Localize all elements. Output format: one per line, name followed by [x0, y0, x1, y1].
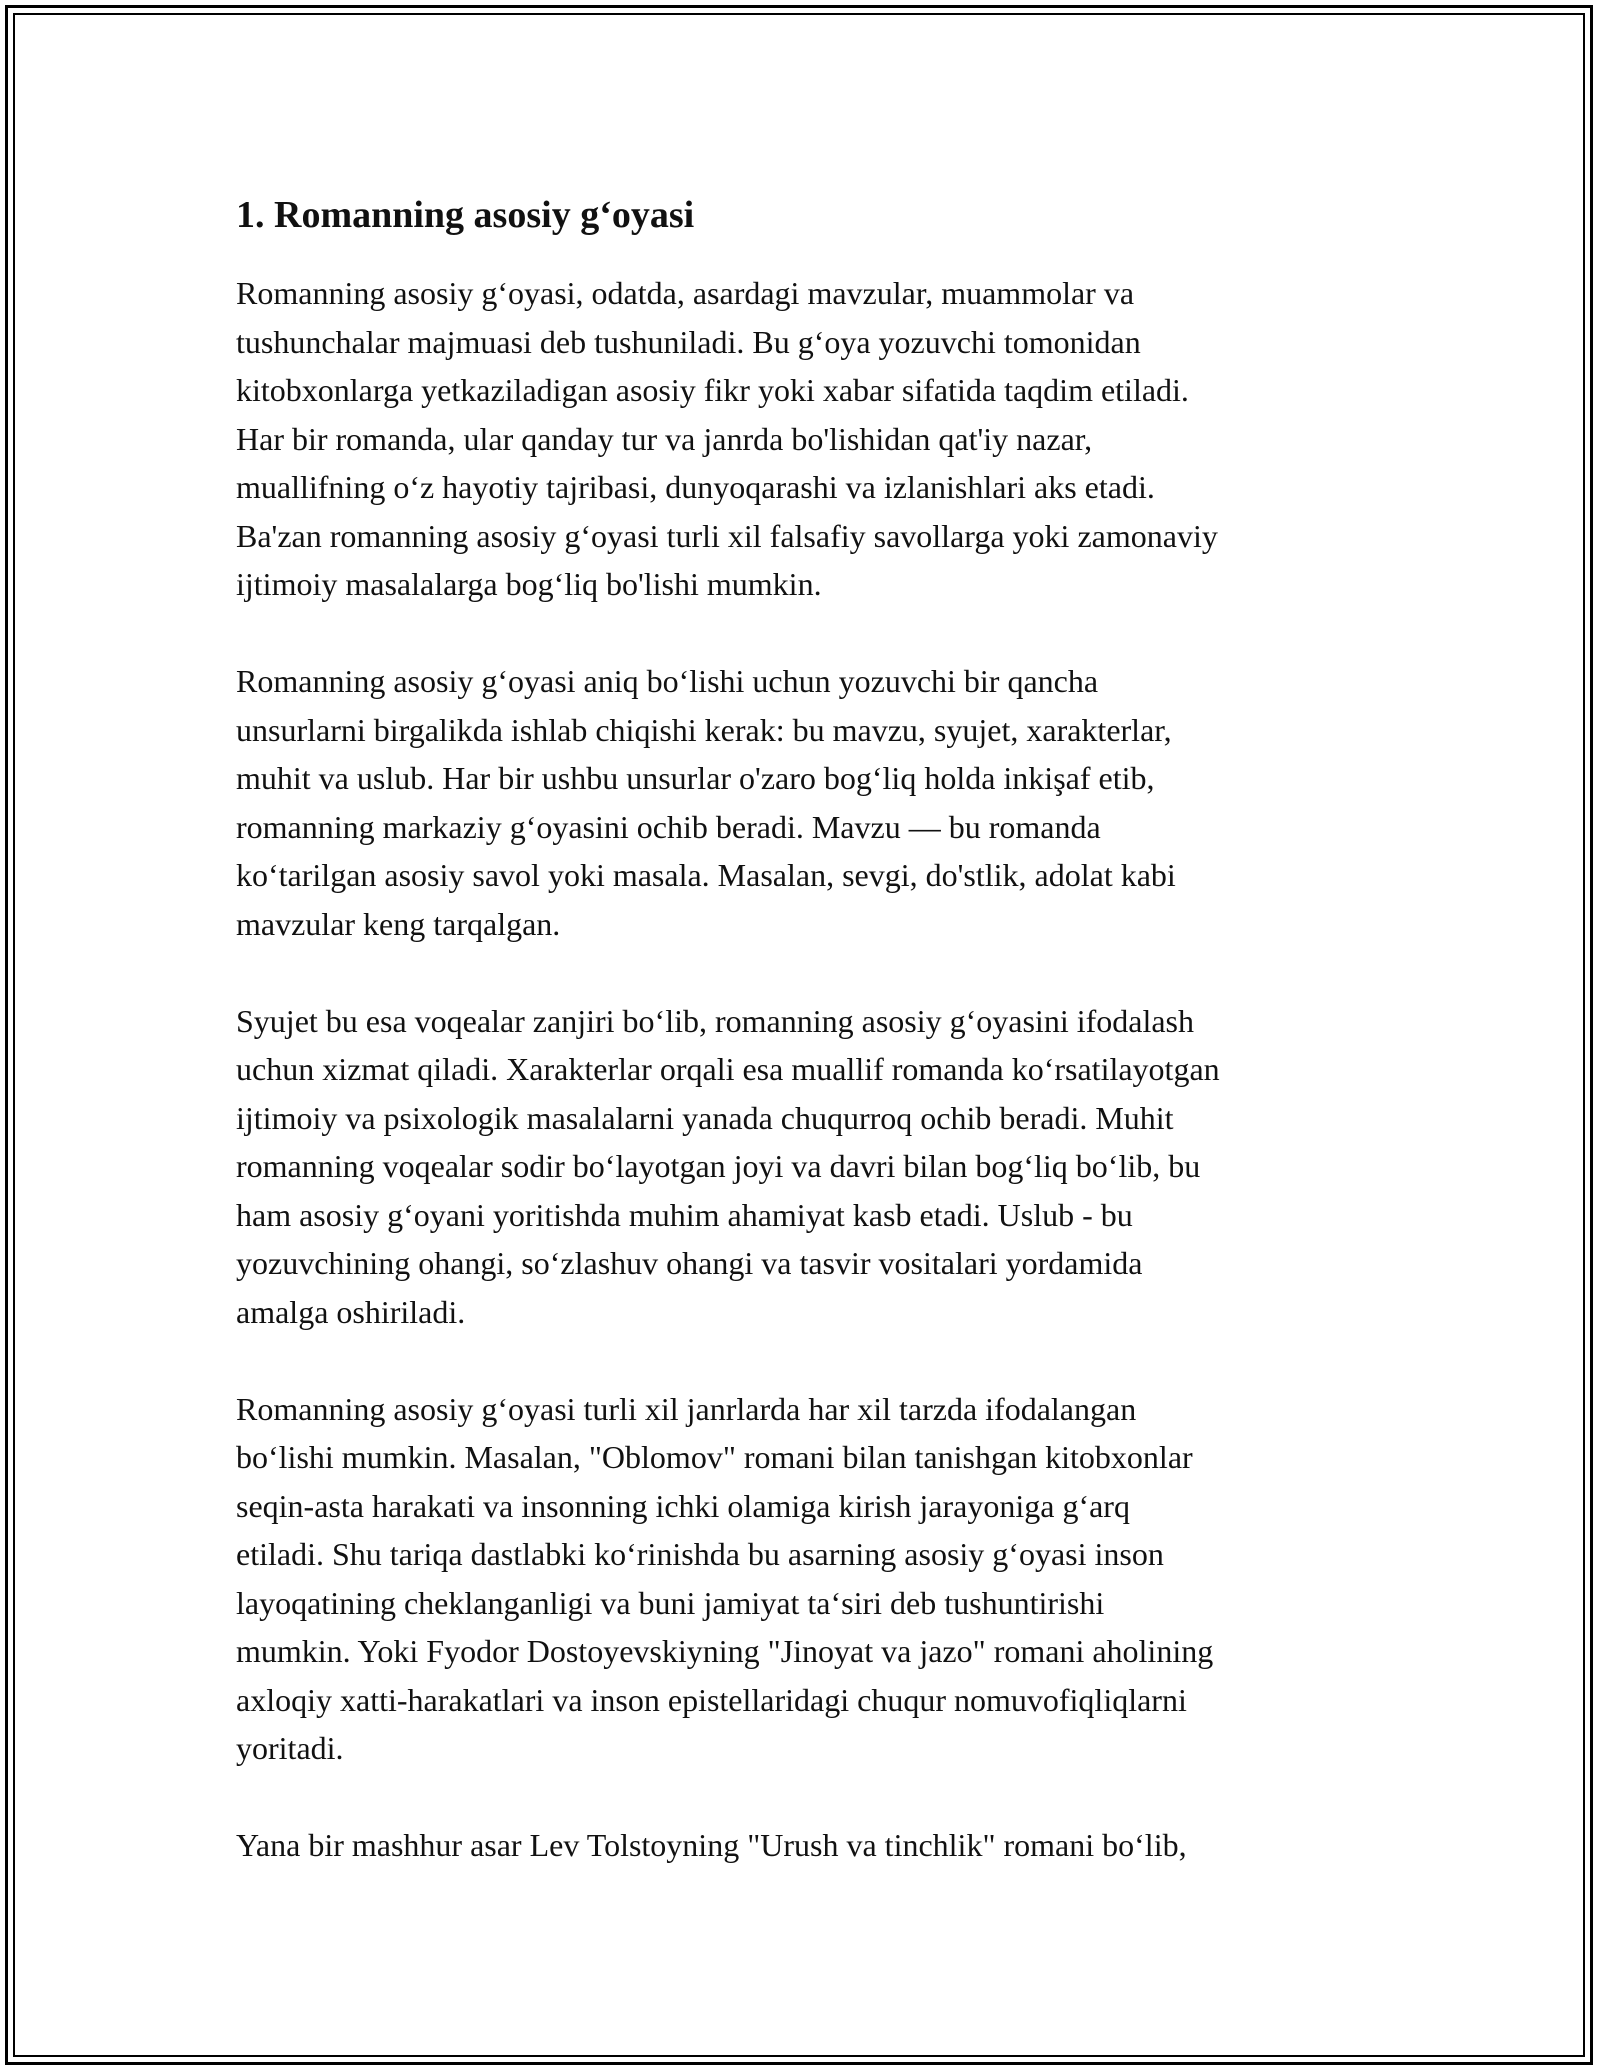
text-line: Romanning asosiy g‘oyasi turli xil janrlarda har xil tarzda ifodalangan	[236, 1390, 1137, 1427]
text-line: yozuvchining ohangi, so‘zlashuv ohangi va tasvir vositalari yordamida	[236, 1245, 1143, 1281]
text-line: kitobxonlarga yetkaziladigan asosiy fikr yoki xabar sifatida taqdim etiladi.	[236, 372, 1189, 408]
document-body	[236, 187, 1376, 1918]
paragraph-list	[236, 269, 1376, 1870]
paragraph	[236, 269, 1376, 609]
text-line: Romanning asosiy g‘oyasi aniq bo‘lishi uchun yozuvchi bir qancha	[236, 663, 1099, 699]
text-line: ko‘tarilgan asosiy savol yoki masala. Masalan, sevgi, do'stlik, adolat kabi	[236, 857, 1176, 893]
text-line: romanning voqealar sodir bo‘layotgan joyi va davri bilan bog‘liq bo‘lib, bu	[236, 1148, 1201, 1184]
text-line: Ba'zan romanning asosiy g‘oyasi turli xil falsafiy savollarga yoki zamonaviy	[236, 517, 1218, 554]
text-line: uchun xizmat qiladi. Xarakterlar orqali esa muallif romanda ko‘rsatilayotgan	[236, 1051, 1220, 1087]
text-line: mavzular keng tarqalgan.	[236, 905, 561, 942]
text-line: ijtimoiy va psixologik masalalarni yanada chuqurroq ochib beradi. Muhit	[236, 1099, 1174, 1136]
text-line: mumkin. Yoki Fyodor Dostoyevskiyning "Jinoyat va jazo" romani aholining	[236, 1633, 1214, 1669]
text-line: axloqiy xatti-harakatlari va inson epistellaridagi chuqur nomuvofiqliqlarni	[236, 1681, 1187, 1718]
paragraph	[236, 1385, 1376, 1773]
text-line: muhit va uslub. Har bir ushbu unsurlar o'zaro bog‘liq holda inkişaf etib,	[236, 760, 1155, 796]
text-line: layoqatining cheklanganligi va buni jamiyat ta‘siri deb tushuntirishi	[236, 1584, 1105, 1621]
text-line: ijtimoiy masalalarga bog‘liq bo'lishi mumkin.	[236, 566, 822, 602]
text-line: ham asosiy g‘oyani yoritishda muhim ahamiyat kasb etadi. Uslub - bu	[236, 1196, 1133, 1233]
paragraph	[236, 657, 1376, 948]
text-line: etiladi. Shu tariqa dastlabki ko‘rinishda bu asarning asosiy g‘oyasi inson	[236, 1536, 1164, 1572]
paragraph	[236, 1821, 1376, 1870]
text-line: Romanning asosiy g‘oyasi, odatda, asardagi mavzular, muammolar va	[236, 275, 1135, 311]
text-line: Har bir romanda, ular qanday tur va janrda bo'lishidan qat'iy nazar,	[236, 420, 1093, 457]
text-line: amalga oshiriladi.	[236, 1293, 466, 1330]
text-line: seqin-asta harakati va insonning ichki olamiga kirish jarayoniga g‘arq	[236, 1487, 1130, 1524]
paragraph	[236, 997, 1376, 1337]
text-line: muallifning o‘z hayotiy tajribasi, dunyoqarashi va izlanishlari aks etadi.	[236, 469, 1155, 505]
text-line: Syujet bu esa voqealar zanjiri bo‘lib, romanning asosiy g‘oyasini ifodalash	[236, 1002, 1194, 1039]
text-line: romanning markaziy g‘oyasini ochib beradi. Mavzu — bu romanda	[236, 808, 1101, 845]
text-line: unsurlarni birgalikda ishlab chiqishi kerak: bu mavzu, syujet, xarakterlar,	[236, 711, 1172, 748]
text-line: Yana bir mashhur asar Lev Tolstoyning "Urush va tinchlik" romani bo‘lib,	[236, 1827, 1187, 1863]
text-line: bo‘lishi mumkin. Masalan, "Oblomov" romani bilan tanishgan kitobxonlar	[236, 1439, 1193, 1475]
section-heading: 1. Romanning asosiy g‘oyasi	[236, 194, 695, 236]
text-line: tushunchalar majmuasi deb tushuniladi. Bu g‘oya yozuvchi tomonidan	[236, 323, 1141, 360]
text-line: yoritadi.	[236, 1730, 344, 1766]
